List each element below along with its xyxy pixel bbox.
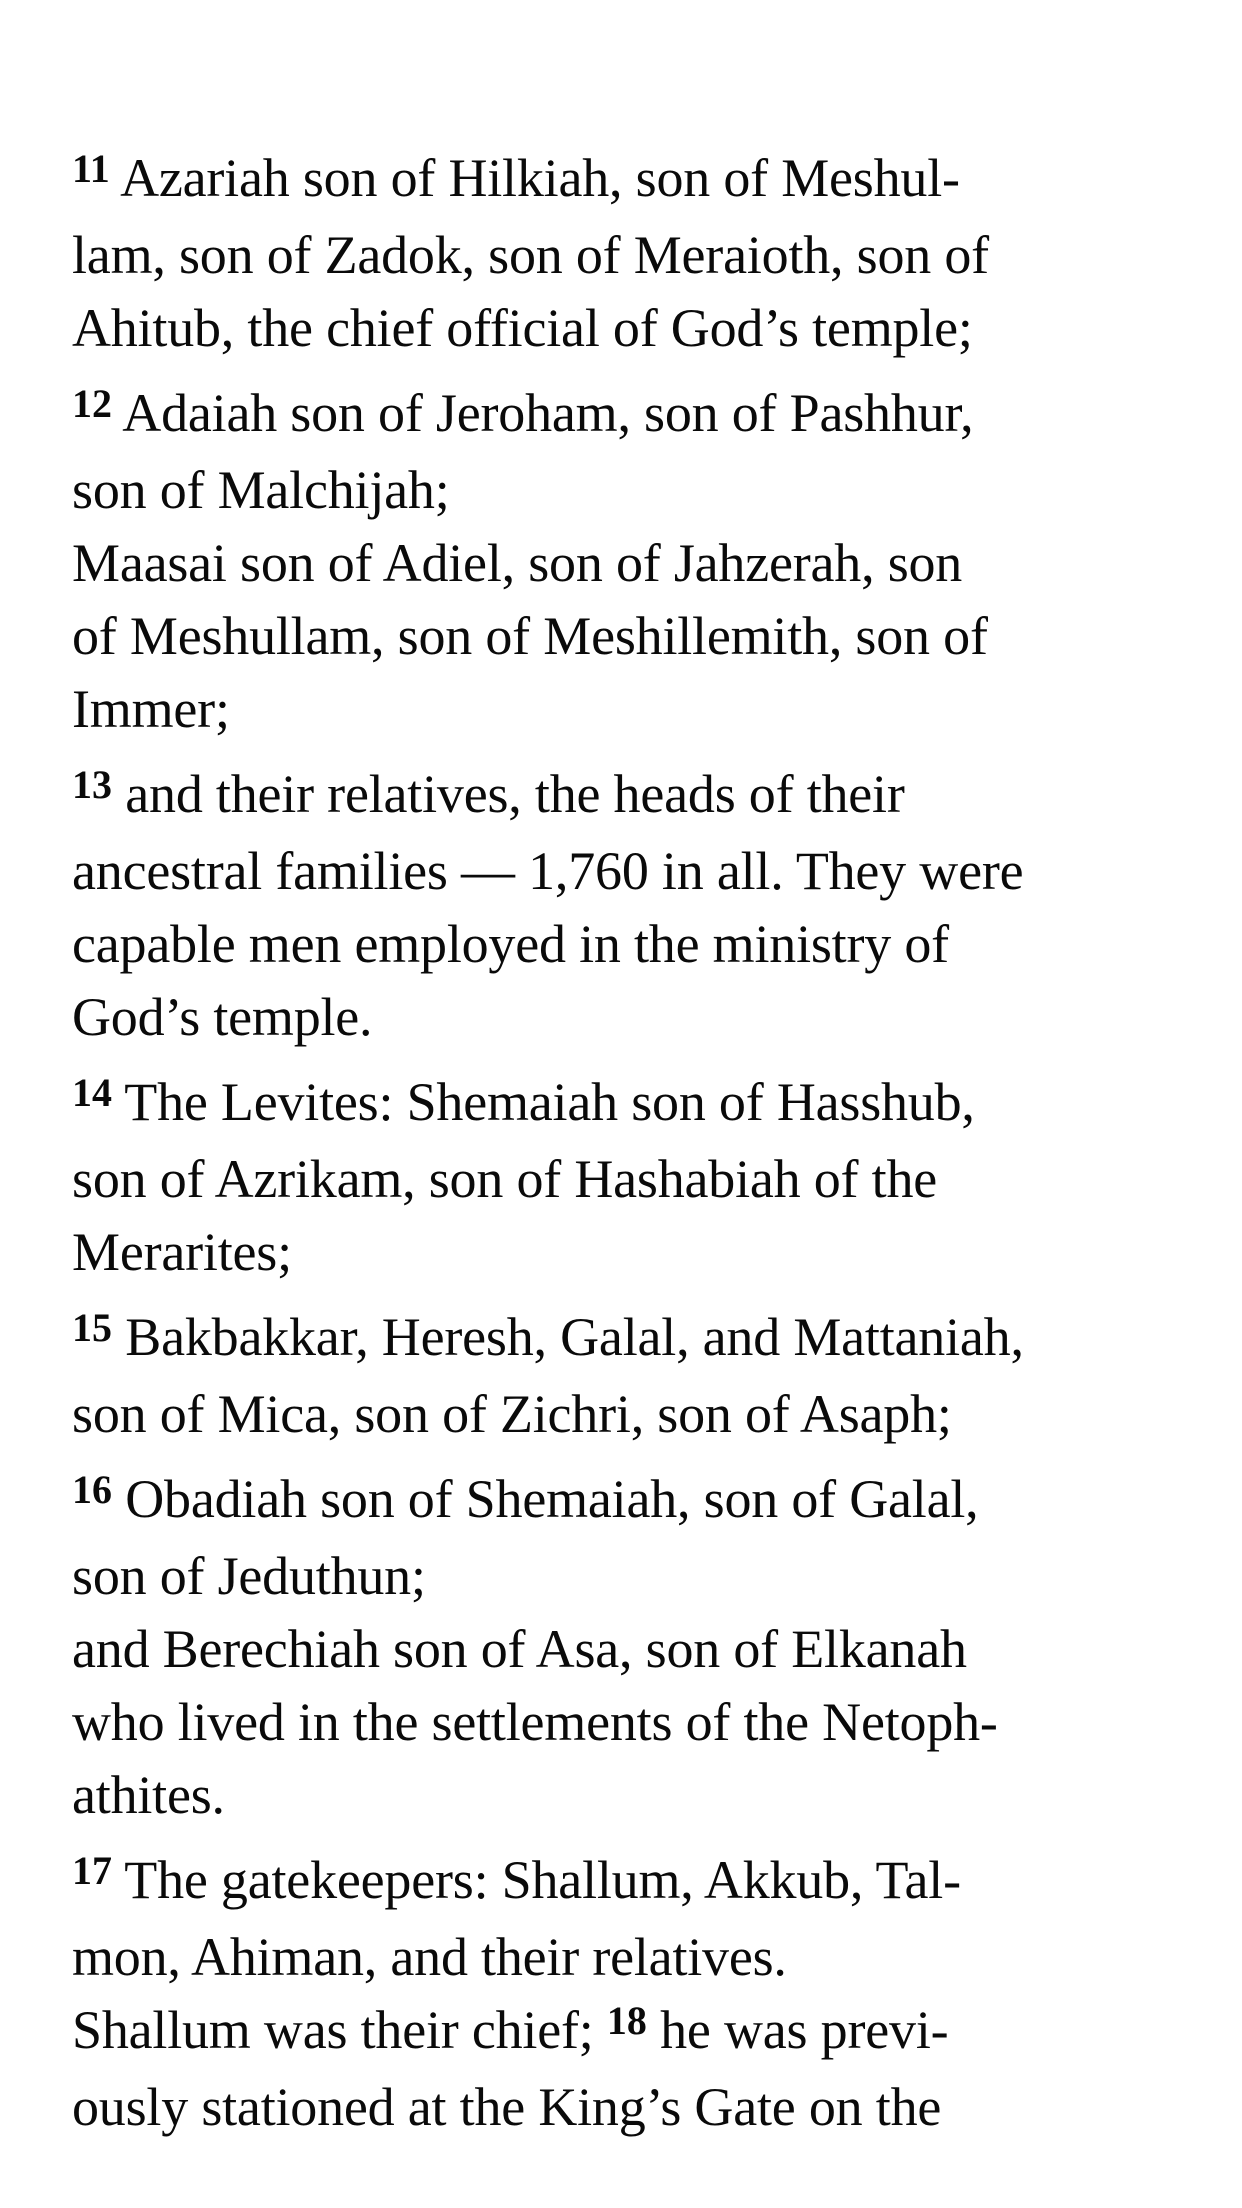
verse-text: of Meshullam, son of Meshillemith, son of [72, 606, 988, 666]
text-line [72, 377, 1176, 454]
verse-text: son of Malchijah; [72, 460, 450, 520]
text-line [72, 835, 1176, 908]
verse-text: son of Azrikam, son of Hashabiah of the [72, 1149, 938, 1209]
text-line [72, 292, 1176, 365]
verse-text: Ahitub, the chief official of God’s temple; [72, 298, 973, 358]
verse-number: 12 [72, 381, 112, 427]
text-line [72, 1759, 1176, 1832]
verse-number: 16 [72, 1467, 112, 1513]
text-line [72, 1994, 1176, 2071]
text-line [72, 1921, 1176, 1994]
verse-text: The Levites: Shemaiah son of Hasshub, [111, 1072, 975, 1132]
text-line [72, 1540, 1176, 1613]
verse-text: ancestral families — 1,760 in all. They were [72, 841, 1024, 901]
verse-number: 11 [72, 146, 110, 192]
text-line [72, 2071, 1176, 2144]
text-line [72, 1686, 1176, 1759]
verse-number: 14 [72, 1070, 112, 1116]
verse-text: Azariah son of Hilkiah, son of Meshul- [109, 148, 960, 208]
verse-text: mon, Ahiman, and their relatives. [72, 1927, 787, 1987]
text-line [72, 981, 1176, 1054]
verse-text: The gatekeepers: Shallum, Akkub, Tal- [111, 1850, 961, 1910]
verse-text: and their relatives, the heads of their [111, 764, 905, 824]
text-line [72, 1301, 1176, 1378]
verse-text: Obadiah son of Shemaiah, son of Galal, [111, 1469, 979, 1529]
text-line [72, 219, 1176, 292]
verse-text: Bakbakkar, Heresh, Galal, and Mattaniah, [111, 1307, 1024, 1367]
verse-number: 13 [72, 762, 112, 808]
text-line [72, 1613, 1176, 1686]
text-line [72, 1216, 1176, 1289]
text-line [72, 1844, 1176, 1921]
verse-text: and Berechiah son of Asa, son of Elkanah [72, 1619, 967, 1679]
text-line [72, 527, 1176, 600]
text-line [72, 454, 1176, 527]
verse-text: lam, son of Zadok, son of Meraioth, son of [72, 225, 989, 285]
verse-text: son of Jeduthun; [72, 1546, 426, 1606]
text-line [72, 1143, 1176, 1216]
text-line [72, 142, 1176, 219]
verse-text: Shallum was their chief; [72, 2000, 607, 2060]
verse-text: Maasai son of Adiel, son of Jahzerah, son [72, 533, 963, 593]
verse-text: Immer; [72, 679, 230, 739]
text-line [72, 600, 1176, 673]
text-line [72, 1378, 1176, 1451]
text-line [72, 908, 1176, 981]
verse-text: Merarites; [72, 1222, 292, 1282]
verse-number: 17 [72, 1848, 112, 1894]
verse-number: 18 [606, 1998, 647, 2044]
text-line [72, 758, 1176, 835]
verse-number: 15 [72, 1305, 112, 1351]
verse-text: he was previ- [646, 2000, 949, 2060]
verse-text: athites. [72, 1765, 225, 1825]
verse-text: capable men employed in the ministry of [72, 914, 949, 974]
verse-text: son of Mica, son of Zichri, son of Asaph; [72, 1384, 952, 1444]
text-line [72, 673, 1176, 746]
verse-text: Adaiah son of Jeroham, son of Pashhur, [111, 383, 974, 443]
scripture-scroll-area[interactable] [72, 142, 1176, 2144]
verse-text: who lived in the settlements of the Netoph- [72, 1692, 998, 1752]
verse-text: ously stationed at the King’s Gate on the [72, 2077, 942, 2137]
text-line [72, 1066, 1176, 1143]
verse-text: God’s temple. [72, 987, 373, 1047]
text-line [72, 1463, 1176, 1540]
